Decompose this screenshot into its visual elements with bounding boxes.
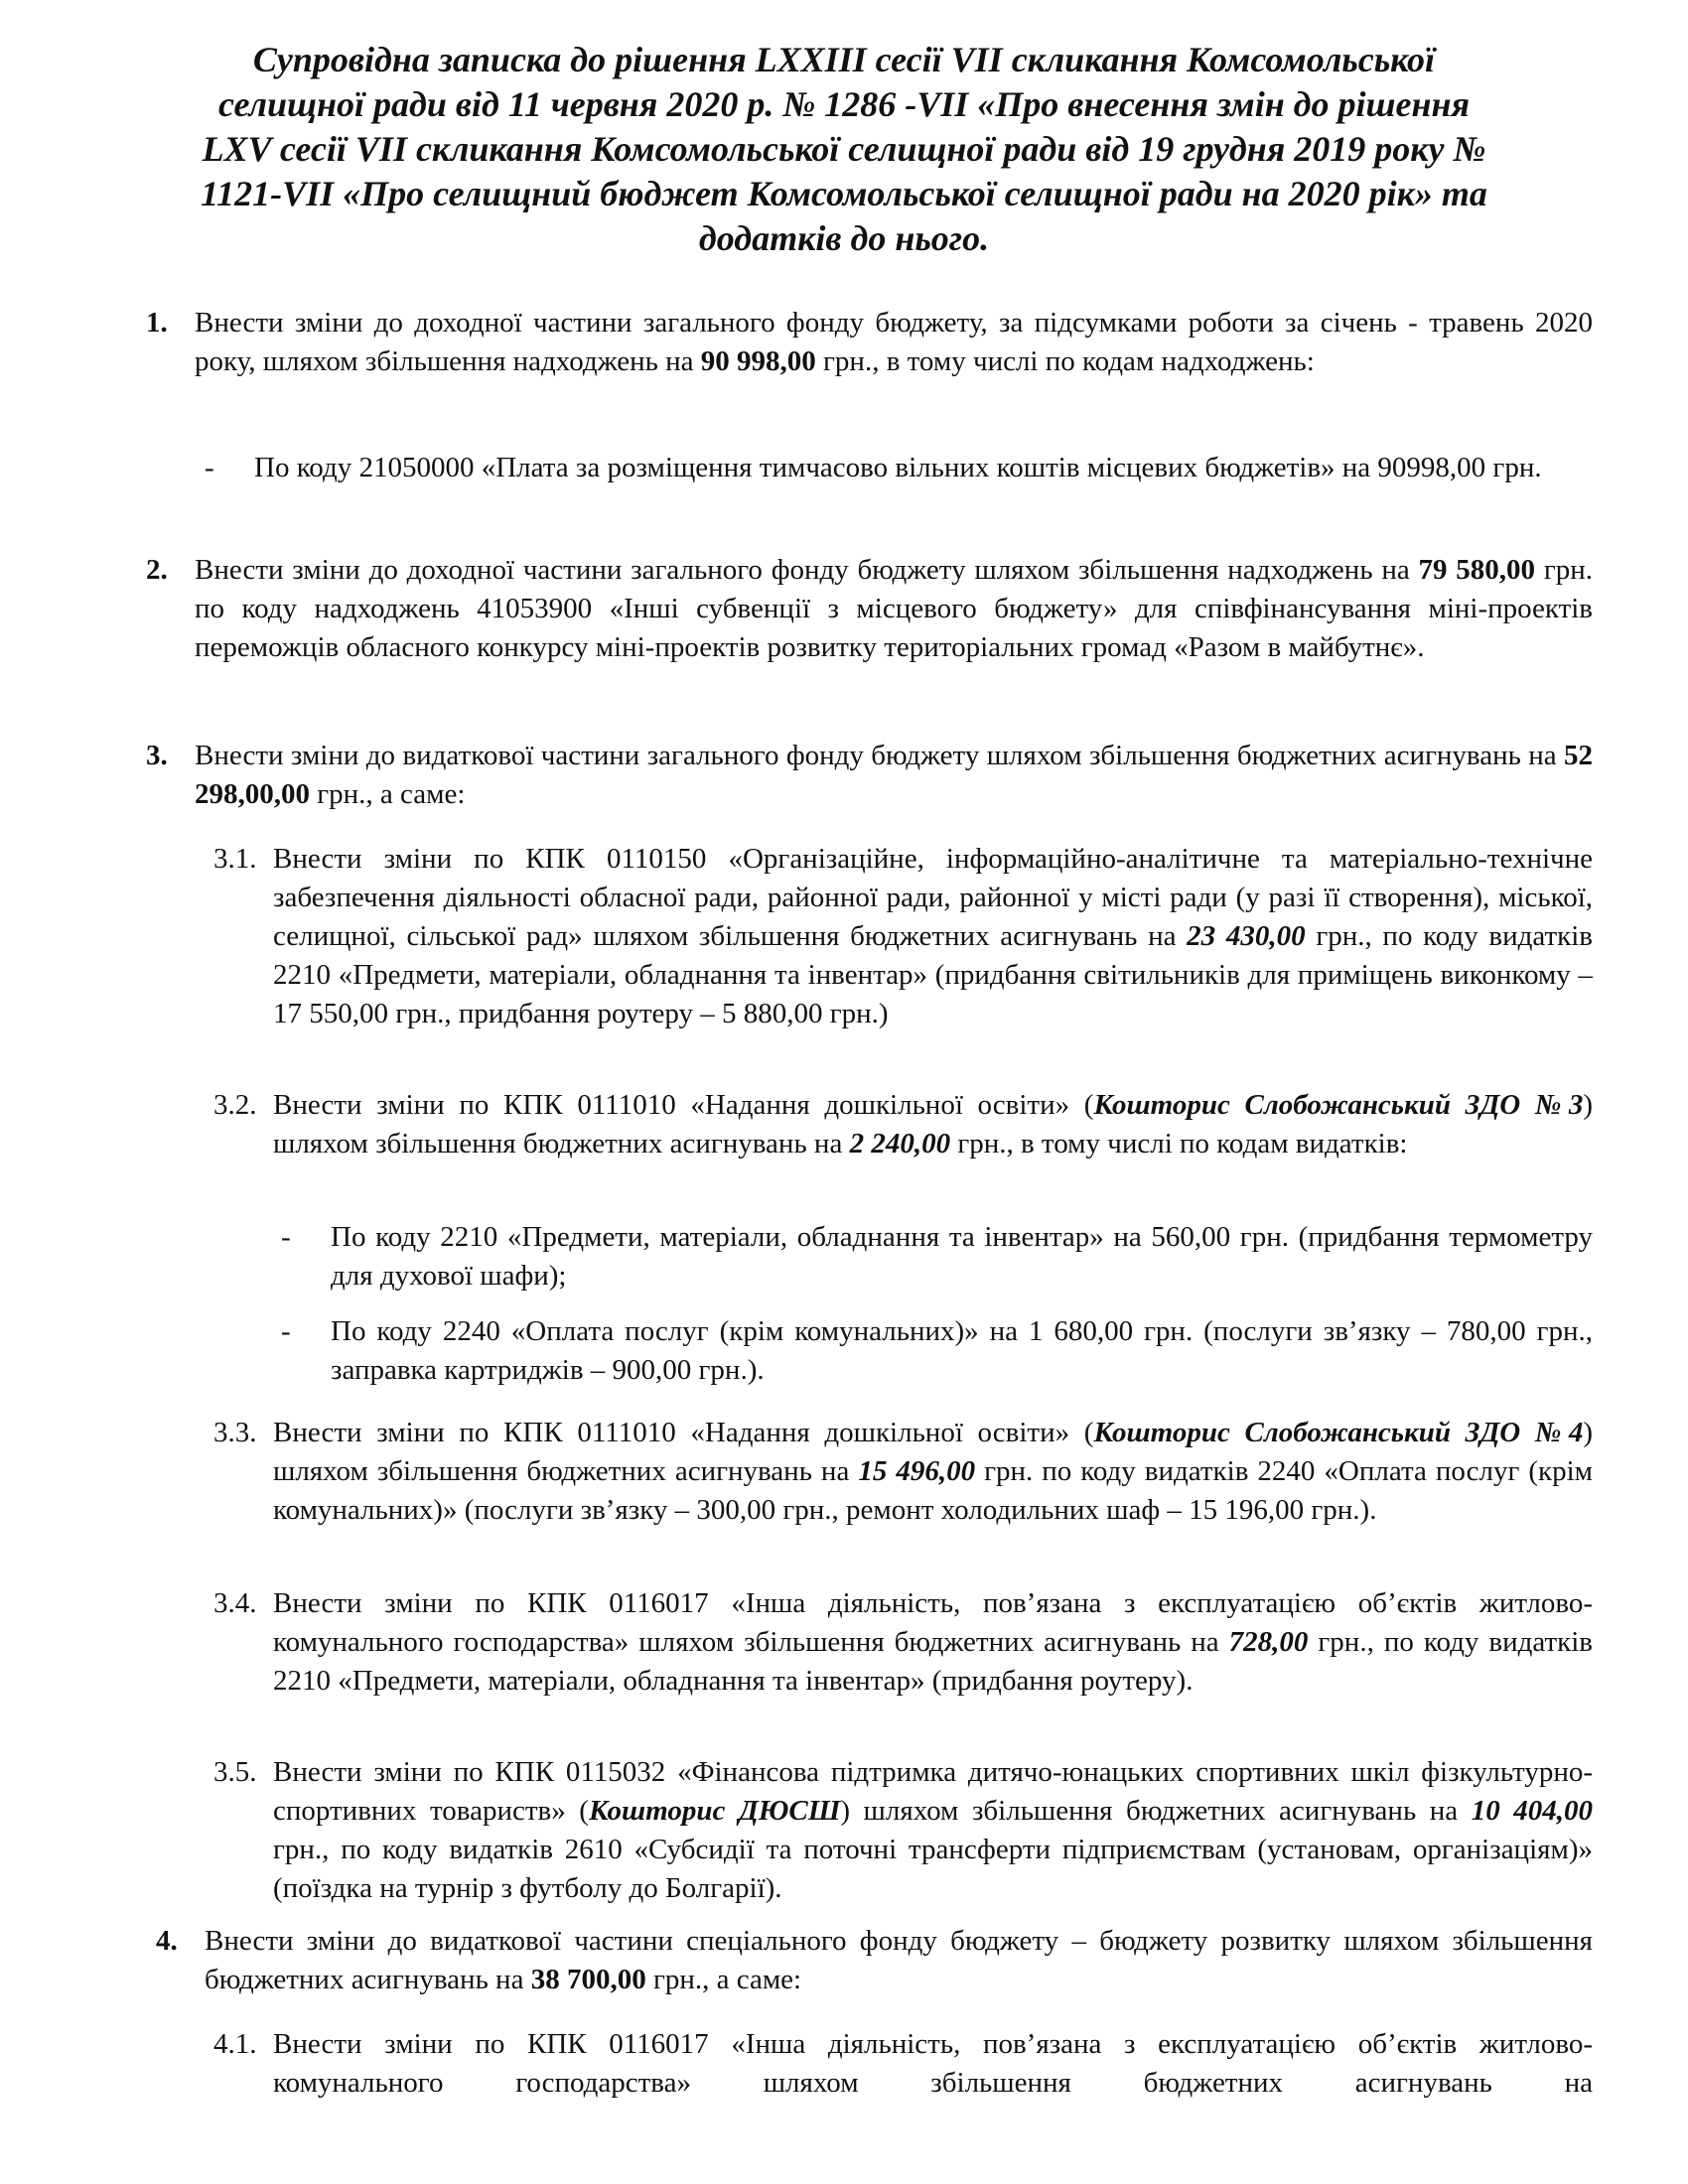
amount: 79 580,00 bbox=[1418, 554, 1536, 586]
section-1-item: По коду 21050000 «Плата за розміщення тимчасово вільних коштів місцевих бюджетів» на 90998,00 грн. bbox=[254, 452, 1542, 483]
subsection-3-1: Внести зміни по КПК 0110150 «Організаційне, інформаційно-аналітичне та матеріально-технічне забезпечення діяльності обласної ради, районної ради, районної у місті ради (у разі її створення), міської, селищної, сільської рад» шляхом збільшення бюджетних асигнувань на 23 430,00 грн., по коду видатків 2210 «Предмети, матеріали, обладнання та інвентар» (придбання світильників для приміщень виконкому – 17 550,00 грн., придбання роутеру – 5 880,00 грн.) bbox=[273, 843, 1593, 1029]
section-number: 2. bbox=[146, 554, 168, 586]
section-2-paragraph: Внести зміни до доходної частини загального фонду бюджету шляхом збільшення надходжень на 79 580,00 грн. по коду надходжень 41053900 «Інші субвенції з місцевого бюджету» для співфінансування міні-проектів переможців обласного конкурсу міні-проектів розвитку територіальних громад «Разом в майбутнє». bbox=[195, 554, 1594, 663]
dash-marker: - bbox=[281, 1315, 291, 1347]
amount: 38 700,00 bbox=[530, 1964, 646, 1995]
subsection-3-4: Внести зміни по КПК 0116017 «Інша діяльність, пов’язана з експлуатацією об’єктів житлово-комунального господарства» шляхом збільшення бюджетних асигнувань на 728,00 грн., по коду видатків 2210 «Предмети, матеріали, обладнання та інвентар» (придбання роутеру). bbox=[273, 1587, 1593, 1697]
subsection-3-2: Внести зміни по КПК 0111010 «Надання дошкільної освіти» (Кошторис Слобожанський ЗДО №3) шляхом збільшення бюджетних асигнувань на 2 240,00 грн., в тому числі по кодам видатків: bbox=[273, 1089, 1594, 1160]
estimate-name: Кошторис ДЮСШ bbox=[588, 1795, 841, 1827]
estimate-name: Кошторис Слобожанський ЗДО №3 bbox=[1093, 1089, 1584, 1121]
subsection-number: 4.1. bbox=[213, 2028, 257, 2060]
document-title: Супровідна записка до рішення LXXIII сесії VII скликання Комсомольської селищної ради від 11 червня 2020 р. № 1286 -VII «Про внесення змін до рішення LXV сесії VII скликання Комсомольської селищної ради від 19 грудня 2019 року № 1121-VII «Про селищний бюджет Комсомольської селищної ради на 2020 рік» та додатків до нього. bbox=[201, 40, 1487, 258]
amount: 2 240,00 bbox=[849, 1128, 951, 1160]
subsection-number: 3.1. bbox=[213, 843, 257, 875]
section-number: 3. bbox=[146, 740, 168, 771]
amount: 52 298,00,00 bbox=[195, 740, 1593, 810]
estimate-name: Кошторис Слобожанський ЗДО №4 bbox=[1093, 1417, 1584, 1448]
amount: 728,00 bbox=[1228, 1626, 1309, 1658]
amount: 10 404,00 bbox=[1471, 1795, 1593, 1827]
subsection-number: 3.2. bbox=[213, 1089, 257, 1121]
section-3-paragraph: Внести зміни до видаткової частини загального фонду бюджету шляхом збільшення бюджетних асигнувань на 52 298,00,00 грн., а саме: bbox=[195, 740, 1593, 810]
amount: 23 430,00 bbox=[1187, 920, 1306, 952]
subsection-3-2-item: По коду 2240 «Оплата послуг (крім комунальних)» на 1 680,00 грн. (послуги зв’язку – 780,00 грн., заправка картриджів – 900,00 грн.). bbox=[331, 1315, 1593, 1386]
amount: 90 998,00 bbox=[700, 345, 816, 377]
amount: 15 496,00 bbox=[858, 1455, 976, 1487]
section-number: 4. bbox=[156, 1925, 178, 1957]
subsection-number: 3.5. bbox=[213, 1756, 257, 1788]
subsection-3-3: Внести зміни по КПК 0111010 «Надання дошкільної освіти» (Кошторис Слобожанський ЗДО №4) шляхом збільшення бюджетних асигнувань на 15 496,00 грн. по коду видатків 2240 «Оплата послуг (крім комунальних)» (послуги зв’язку – 300,00 грн., ремонт холодильних шаф – 15 196,00 грн.). bbox=[273, 1417, 1594, 1526]
section-number: 1. bbox=[146, 307, 168, 339]
section-1-paragraph: Внести зміни до доходної частини загального фонду бюджету, за підсумками роботи за січень - травень 2020 року, шляхом збільшення надходжень на 90 998,00 грн., в тому числі по кодам надходжень: bbox=[195, 307, 1593, 377]
subsection-number: 3.4. bbox=[213, 1587, 257, 1619]
subsection-3-2-item: По коду 2210 «Предмети, матеріали, обладнання та інвентар» на 560,00 грн. (придбання термометру для духової шафи); bbox=[331, 1221, 1593, 1292]
subsection-3-5: Внести зміни по КПК 0115032 «Фінансова підтримка дитячо-юнацьких спортивних шкіл фізкультурно-спортивних товариств» (Кошторис ДЮСШ) шляхом збільшення бюджетних асигнувань на 10 404,00 грн., по коду видатків 2610 «Субсидії та поточні трансферти підприємствам (установам, організаціям)» (поїздка на турнір з футболу до Болгарії). bbox=[273, 1756, 1593, 1904]
dash-marker: - bbox=[205, 452, 214, 483]
dash-marker: - bbox=[281, 1221, 291, 1253]
subsection-4-1: Внести зміни по КПК 0116017 «Інша діяльність, пов’язана з експлуатацією об’єктів житлово-комунального господарства» шляхом збільшення бюджетних асигнувань на bbox=[273, 2028, 1593, 2099]
subsection-number: 3.3. bbox=[213, 1417, 257, 1448]
section-4-paragraph: Внести зміни до видаткової частини спеціального фонду бюджету – бюджету розвитку шляхом збільшення бюджетних асигнувань на 38 700,00 грн., а саме: bbox=[205, 1925, 1593, 1995]
